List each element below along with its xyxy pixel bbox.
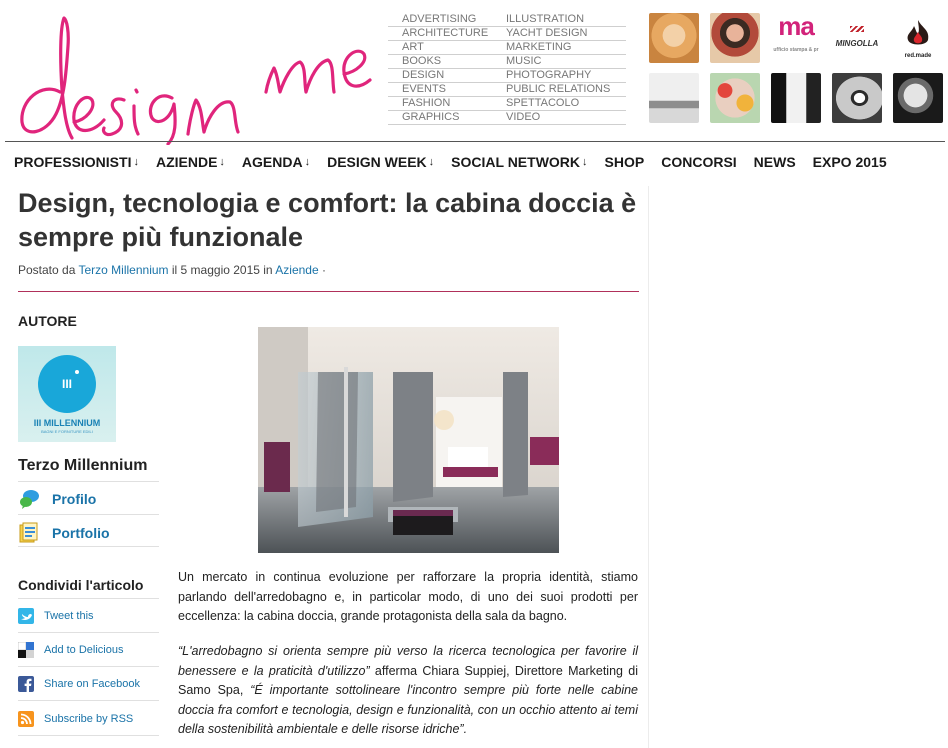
- thumbnail-row: [649, 13, 945, 63]
- author-link[interactable]: Terzo Millennium: [78, 263, 169, 277]
- title-divider: [18, 291, 639, 292]
- arrow-down-icon: ↓: [428, 155, 435, 168]
- arrow-down-icon: ↓: [304, 155, 311, 168]
- redmade-logo: red.made: [904, 52, 932, 59]
- thumbnail-row: [649, 73, 945, 123]
- mingolla-mark-icon: [850, 26, 864, 32]
- share-heading: Condividi l'articolo: [18, 577, 144, 593]
- article-meta: Postato da Terzo Millennium il 5 maggio 2015 in Aziende ·: [18, 263, 326, 277]
- nav-design-week[interactable]: DESIGN WEEK ↓: [327, 153, 435, 170]
- portfolio-icon: [18, 522, 40, 544]
- divider: [18, 481, 159, 482]
- millennium-logo-icon: III: [38, 355, 96, 413]
- divider: [18, 666, 159, 667]
- author-avatar[interactable]: III III MILLENNIUM BAGNI E FORNITURE EDILI: [18, 346, 116, 442]
- thumbnail-portrait-blonde[interactable]: [649, 13, 699, 63]
- share-rss[interactable]: Subscribe by RSS: [18, 711, 159, 727]
- thumbnail-portrait-scarf[interactable]: [710, 13, 760, 63]
- category-link[interactable]: ARCHITECTURE: [388, 27, 504, 41]
- category-link[interactable]: EVENTS: [388, 83, 504, 97]
- category-link[interactable]: VIDEO: [504, 111, 626, 125]
- profile-link[interactable]: Profilo: [18, 488, 159, 510]
- article-paragraph: Un mercato in continua evoluzione per rafforzare la propria identità, stiamo parlando dell'arredobagno e, in particolar modo, di uno dei suoi prodotti per eccellenza: la cabina doccia, grande protagonista della sala da bagno.: [178, 570, 638, 623]
- nav-shop[interactable]: SHOP: [604, 153, 645, 170]
- shower-cabin-photo: [258, 327, 559, 553]
- category-menu: [388, 13, 638, 125]
- divider: [18, 735, 159, 736]
- category-link[interactable]: ART: [388, 41, 504, 55]
- divider: [18, 514, 159, 515]
- twitter-icon: [18, 608, 34, 624]
- thumbnail-photo-interior[interactable]: [649, 73, 699, 123]
- divider: [18, 546, 159, 547]
- category-column-left: [388, 13, 504, 125]
- divider: [18, 598, 159, 599]
- author-name: Terzo Millennium: [18, 457, 148, 474]
- profile-icon: [18, 488, 40, 510]
- rss-icon: [18, 711, 34, 727]
- thumbnail-portrait-bw[interactable]: [771, 73, 821, 123]
- divider: [18, 632, 159, 633]
- arrow-down-icon: ↓: [219, 155, 225, 168]
- featured-thumbnails: [649, 13, 945, 133]
- category-link-aziende[interactable]: Aziende: [275, 263, 319, 277]
- share-facebook[interactable]: Share on Facebook: [18, 676, 159, 692]
- thumbnail-photo-food[interactable]: [710, 73, 760, 123]
- share-twitter[interactable]: Tweet this: [18, 608, 159, 624]
- portfolio-link[interactable]: Portfolio: [18, 522, 159, 544]
- category-link[interactable]: MARKETING: [504, 41, 626, 55]
- column-divider: [648, 186, 649, 748]
- category-link[interactable]: ILLUSTRATION: [504, 13, 626, 27]
- nav-aziende[interactable]: AZIENDE ↓: [155, 153, 225, 170]
- divider: [18, 700, 159, 701]
- category-link[interactable]: FASHION: [388, 97, 504, 111]
- category-link[interactable]: PUBLIC RELATIONS: [504, 83, 626, 97]
- category-link[interactable]: BOOKS: [388, 55, 504, 69]
- category-link[interactable]: MUSIC: [504, 55, 626, 69]
- main-navigation: [5, 141, 945, 181]
- category-link[interactable]: SPETTACOLO: [504, 97, 626, 111]
- category-link[interactable]: DESIGN: [388, 69, 504, 83]
- arrow-down-icon: ↓: [582, 155, 588, 168]
- ma-logo: ma ufficio stampa & pr: [773, 13, 819, 53]
- category-link[interactable]: GRAPHICS: [388, 111, 504, 125]
- category-link[interactable]: YACHT DESIGN: [504, 27, 626, 41]
- site-logo[interactable]: [12, 10, 372, 145]
- nav-news[interactable]: NEWS: [753, 153, 796, 170]
- nav-agenda[interactable]: AGENDA ↓: [241, 153, 311, 170]
- nav-social-network[interactable]: SOCIAL NETWORK ↓: [451, 153, 588, 170]
- share-delicious[interactable]: Add to Delicious: [18, 642, 159, 658]
- delicious-icon: [18, 642, 34, 658]
- thumbnail-portrait-eye[interactable]: [832, 73, 882, 123]
- facebook-icon: [18, 676, 34, 692]
- category-column-right: [504, 13, 626, 125]
- nav-concorsi[interactable]: CONCORSI: [661, 153, 737, 170]
- article-paragraph: “L'arredobagno si orienta sempre più verso la ricerca tecnologica per favorire il benessere e la praticità d'utilizzo” afferma Chiara Suppiej, Direttore Marketing di Samo Spa, “É importante sottolineare l'incontro sempre più forte nelle cabine doccia fra comfort e tecnologia, design e funzionalità, con un occhio attento ai temi della sostenibilità ambientale e delle risorse idriche”.: [178, 644, 638, 736]
- author-heading: AUTORE: [18, 313, 77, 329]
- category-link[interactable]: PHOTOGRAPHY: [504, 69, 626, 83]
- mingolla-logo: MINGOLLA: [835, 38, 879, 48]
- arrow-down-icon: ↓: [133, 155, 139, 168]
- flame-icon: [904, 18, 932, 48]
- thumbnail-portrait-man[interactable]: [893, 73, 943, 123]
- thumbnail-ma-logo[interactable]: [771, 13, 821, 63]
- nav-expo-2015[interactable]: EXPO 2015: [812, 153, 887, 170]
- thumbnail-mingolla-logo[interactable]: [832, 13, 882, 63]
- category-link[interactable]: ADVERTISING: [388, 13, 504, 27]
- article-title: Design, tecnologia e comfort: la cabina doccia è sempre più funzionale: [18, 188, 637, 252]
- nav-professionisti[interactable]: PROFESSIONISTI ↓: [14, 153, 139, 170]
- thumbnail-redmade-logo[interactable]: [893, 13, 943, 63]
- article-image-shower-cabin: [258, 327, 559, 553]
- design-me-logo: [12, 10, 372, 145]
